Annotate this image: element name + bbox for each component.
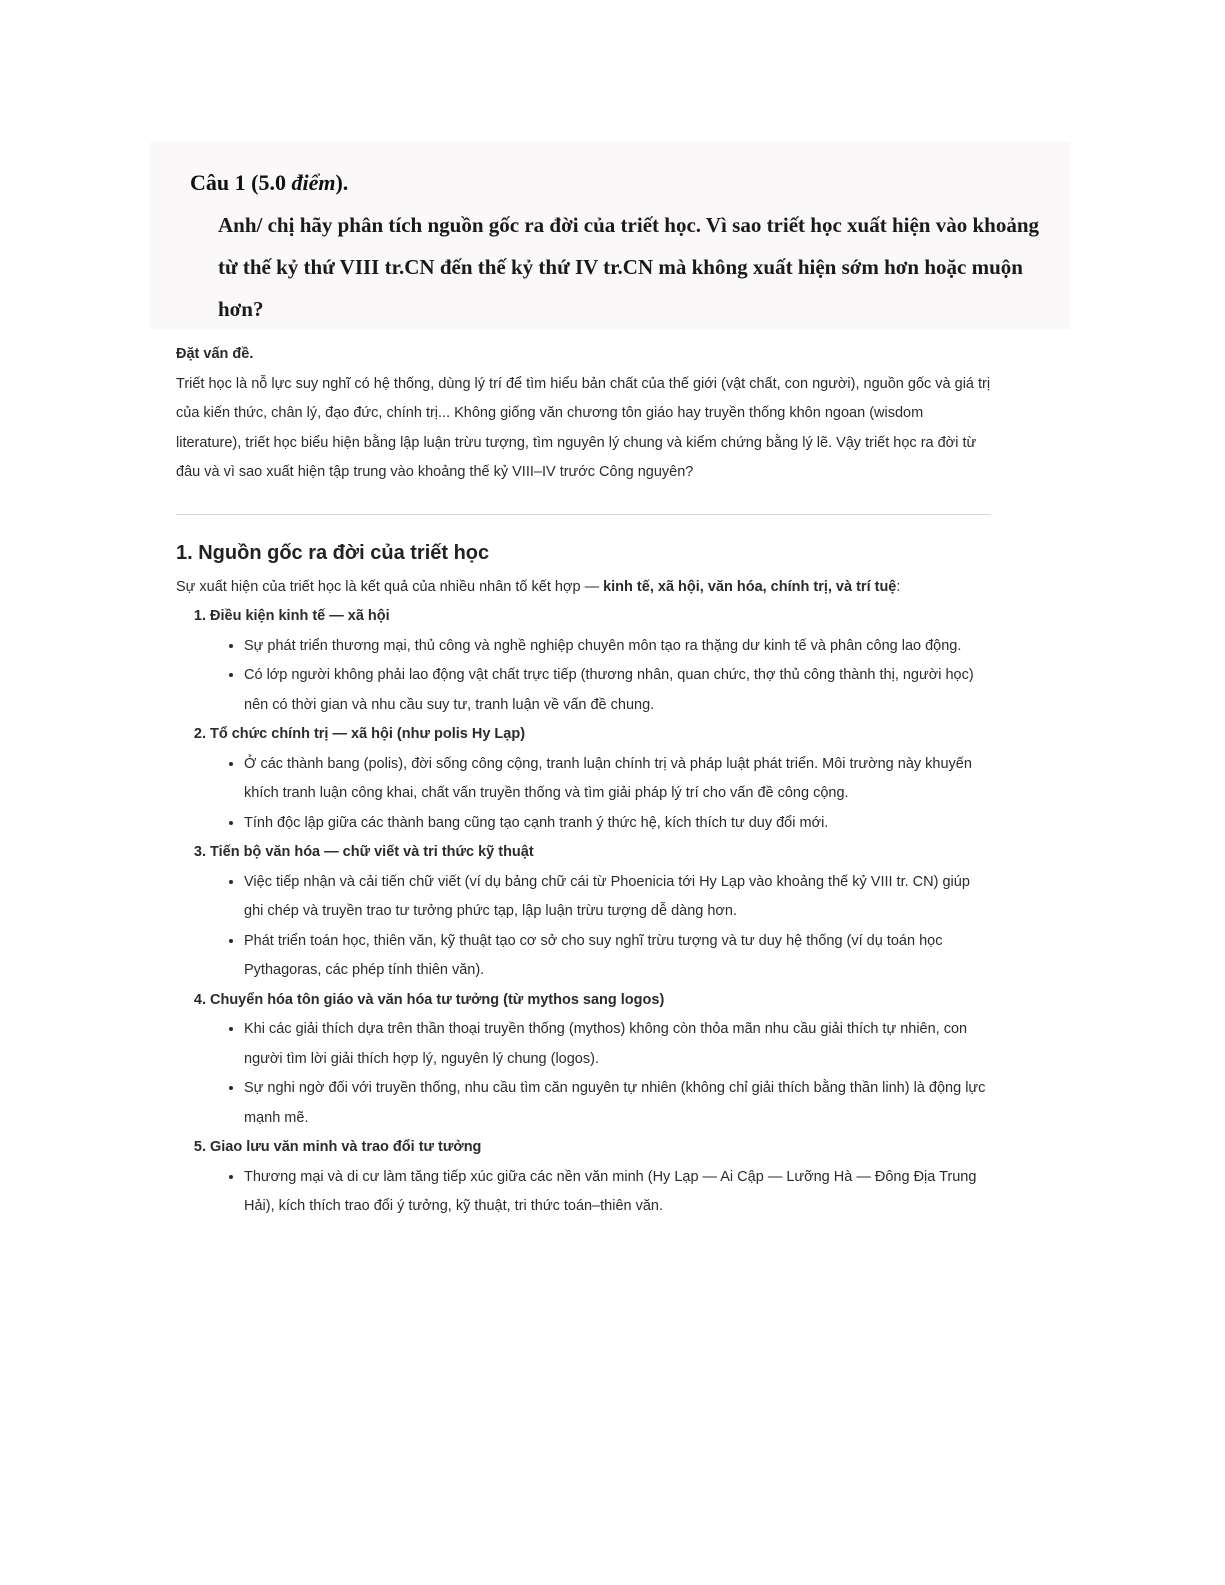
factor-item	[210, 1133, 991, 1222]
factor-point: • Sự nghi ngờ đối với truyền thống, nhu cầu tìm căn nguyên tự nhiên (không chỉ giải thích bằng thần linh) là động lực mạnh mẽ.	[244, 1074, 991, 1133]
factor-points	[210, 1015, 991, 1133]
intro-paragraph: Triết học là nỗ lực suy nghĩ có hệ thống, dùng lý trí để tìm hiểu bản chất của thế giới (vật chất, con người), nguồn gốc và giá trị của kiến thức, chân lý, đạo đức, chính trị... Không giống văn chương tôn giáo hay truyền thống khôn ngoan (wisdom literature), triết học biểu hiện bằng lập luận trừu tượng, tìm nguyên lý chung và kiểm chứng bằng lý lẽ. Vậy triết học ra đời từ đâu và vì sao xuất hiện tập trung vào khoảng thế kỷ VIII–IV trước Công nguyên?	[176, 375, 991, 480]
title-end: ).	[335, 170, 349, 195]
exam-question-title	[190, 170, 1070, 196]
factor-points	[210, 1163, 991, 1222]
factor-title: Điều kiện kinh tế — xã hội	[210, 608, 390, 624]
factor-point: • Sự phát triển thương mại, thủ công và nghề nghiệp chuyên môn tạo ra thặng dư kinh tế và phân công lao động.	[244, 632, 991, 662]
factor-point: • Có lớp người không phải lao động vật chất trực tiếp (thương nhân, quan chức, thợ thủ công thành thị, người học) nên có thời gian và nhu cầu suy tư, tranh luận về vấn đề chung.	[244, 661, 991, 720]
factor-title: Giao lưu văn minh và trao đổi tư tưởng	[210, 1139, 482, 1155]
factor-points	[210, 868, 991, 986]
exam-question-box	[150, 142, 1070, 329]
factor-point: • Tính độc lập giữa các thành bang cũng tạo cạnh tranh ý thức hệ, kích thích tư duy đổi mới.	[244, 809, 991, 839]
lead-text: Sự xuất hiện của triết học là kết quả của nhiều nhân tố kết hợp —	[176, 578, 604, 595]
section-divider	[176, 514, 991, 515]
factor-title: Tiến bộ văn hóa — chữ viết và tri thức kỹ thuật	[210, 844, 534, 860]
factor-points	[210, 632, 991, 721]
factor-point: • Phát triển toán học, thiên văn, kỹ thuật tạo cơ sở cho suy nghĩ trừu tượng và tư duy hệ thống (ví dụ toán học Pythagoras, các phép tính thiên văn).	[244, 927, 991, 986]
title-points-word: điểm	[291, 170, 336, 195]
factor-item	[210, 720, 991, 838]
exam-question-text: Anh/ chị hãy phân tích nguồn gốc ra đời của triết học. Vì sao triết học xuất hiện vào khoảng từ thế kỷ thứ VIII tr.CN đến thế kỷ thứ IV tr.CN mà không xuất hiện sớm hơn hoặc muộn hơn?	[218, 213, 1039, 321]
factor-title: Tổ chức chính trị — xã hội (như polis Hy Lạp)	[210, 726, 526, 742]
factor-list	[176, 602, 991, 1222]
section-lead	[176, 573, 991, 603]
factor-item	[210, 602, 991, 720]
factor-point: • Ở các thành bang (polis), đời sống công cộng, tranh luận chính trị và pháp luật phát triển. Môi trường này khuyến khích tranh luận công khai, chất vấn truyền thống và tìm giải pháp lý trí cho vấn đề công cộng.	[244, 750, 991, 809]
intro-heading: Đặt vấn đề.	[176, 346, 254, 362]
factor-item	[210, 986, 991, 1134]
factor-title: Chuyển hóa tôn giáo và văn hóa tư tưởng (từ mythos sang logos)	[210, 991, 665, 1008]
section-heading: 1. Nguồn gốc ra đời của triết học	[176, 541, 490, 564]
factor-points	[210, 750, 991, 839]
factor-point: • Việc tiếp nhận và cải tiến chữ viết (ví dụ bảng chữ cái từ Phoenicia tới Hy Lạp vào khoảng thế kỷ VIII tr. CN) giúp ghi chép và truyền trao tư tưởng phức tạp, lập luận trừu tượng dễ dàng hơn.	[244, 868, 991, 927]
factor-point: • Thương mại và di cư làm tăng tiếp xúc giữa các nền văn minh (Hy Lạp — Ai Cập — Lưỡng Hà — Đông Địa Trung Hải), kích thích trao đổi ý tưởng, kỹ thuật, tri thức toán–thiên văn.	[244, 1163, 991, 1222]
answer-content	[176, 340, 991, 1222]
factor-item	[210, 838, 991, 986]
lead-end: :	[896, 578, 901, 595]
factor-point: • Khi các giải thích dựa trên thần thoại truyền thống (mythos) không còn thỏa mãn nhu cầu giải thích tự nhiên, con người tìm lời giải thích hợp lý, nguyên lý chung (logos).	[244, 1015, 991, 1074]
title-main: Câu 1 (5.0	[190, 170, 292, 195]
lead-bold: kinh tế, xã hội, văn hóa, chính trị, và trí tuệ	[603, 578, 897, 595]
